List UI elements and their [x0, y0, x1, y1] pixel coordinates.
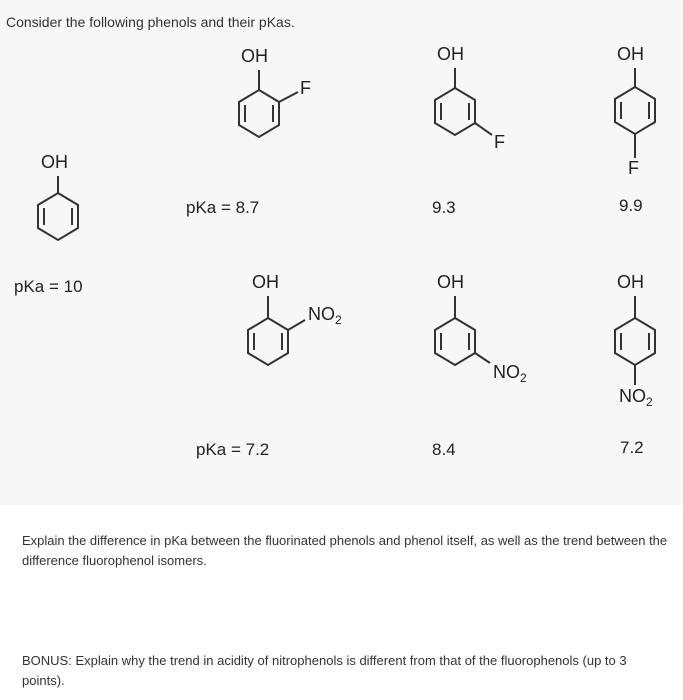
- meta-f-pka: 9.3: [432, 198, 456, 217]
- meta-f-oh-label: OH: [437, 44, 464, 64]
- para-f-label: F: [628, 158, 639, 178]
- para-fluorophenol-structure: [615, 68, 655, 158]
- ortho-no2-oh-label: OH: [252, 272, 279, 292]
- ortho-fluorophenol-structure: [239, 70, 298, 137]
- meta-no2-pka: 8.4: [432, 440, 456, 459]
- question-bonus-nitrophenols: BONUS: Explain why the trend in acidity of nitrophenols is different from that of the fluorophenols (up to 3 points).: [22, 653, 627, 688]
- para-no2-oh-label: OH: [617, 272, 644, 292]
- para-no2-pka: 7.2: [620, 438, 644, 457]
- meta-no2-oh-label: OH: [437, 272, 464, 292]
- para-f-pka: 9.9: [619, 196, 643, 215]
- meta-f-label: F: [494, 132, 505, 152]
- phenol-structure: [38, 176, 78, 240]
- ortho-no2-pka: pKa = 7.2: [196, 440, 270, 459]
- ortho-nitrophenol-structure: [248, 296, 305, 365]
- meta-fluorophenol-structure: [435, 68, 492, 135]
- ortho-f-label: F: [300, 78, 311, 98]
- intro-text: Consider the following phenols and their pKas.: [6, 14, 295, 30]
- ortho-f-pka: pKa = 8.7: [186, 198, 260, 217]
- question-fluorophenols: Explain the difference in pKa between the fluorinated phenols and phenol itself, as well as the trend between the difference fluorophenol isomers.: [22, 533, 668, 568]
- ortho-f-oh-label: OH: [241, 46, 268, 66]
- phenol-pka: pKa = 10: [14, 277, 83, 296]
- phenol-oh-label: OH: [41, 152, 68, 172]
- para-no2-label: $NO_2$: [619, 386, 653, 409]
- meta-nitrophenol-structure: [435, 296, 490, 365]
- meta-no2-label: $NO_2$: [493, 362, 527, 385]
- ortho-no2-label: $NO_2$: [308, 304, 342, 327]
- para-nitrophenol-structure: [615, 296, 655, 385]
- para-f-oh-label: OH: [617, 44, 644, 64]
